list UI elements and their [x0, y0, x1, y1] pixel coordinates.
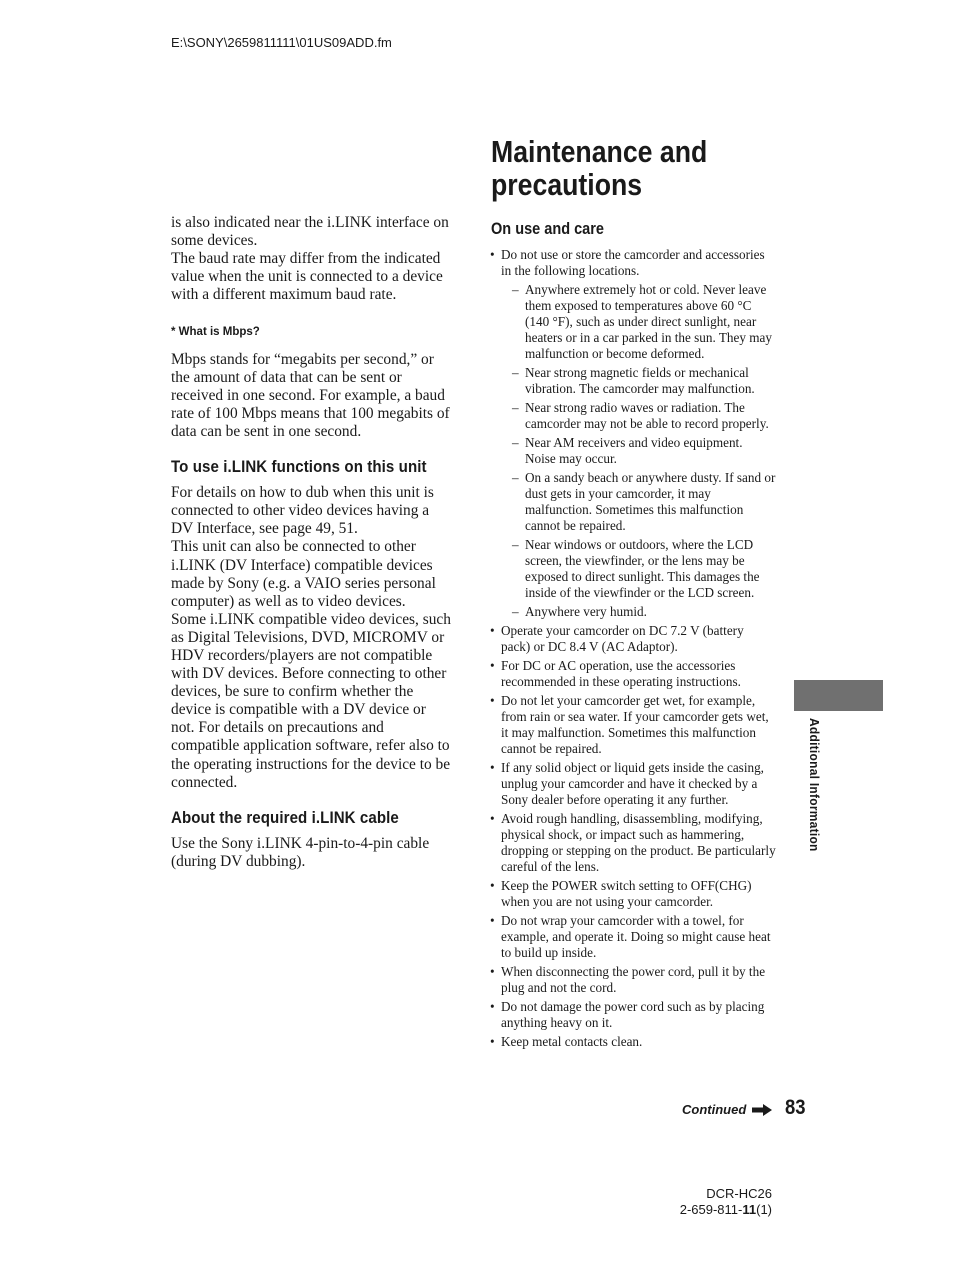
- list-item: • Do not let your camcorder get wet, for example, from rain or sea water. If your camcorder gets wet, it may malfunction. Sometimes this malfunction cannot be repaired.: [490, 693, 776, 757]
- paragraph: For details on how to dub when this unit is connected to other video devices having a DV Interface, see page 49, 51.: [171, 484, 434, 538]
- list-item-text: Do not use or store the camcorder and accessories in the following locations.: [501, 247, 765, 278]
- section-tab-label: [806, 718, 822, 868]
- page-number: 83: [785, 1096, 806, 1119]
- list-item: • When disconnecting the power cord, pull it by the plug and not the cord.: [490, 964, 776, 996]
- model-code-prefix: 2-659-811-: [679, 1202, 743, 1217]
- model-name: DCR-HC26: [706, 1186, 772, 1201]
- location-item: – Near AM receivers and video equipment. Noise may occur.: [501, 435, 776, 467]
- intro-line: The baud rate may differ from the indicated value when the unit is connected to a device with a different maximum baud rate.: [171, 250, 443, 304]
- note-text: Mbps stands for “megabits per second,” or the amount of data that can be sent or received in one second. For example, a baud rate of 100 Mbps means that 100 megabits of data can be sent in one second.: [171, 350, 450, 440]
- location-item: – Near strong magnetic fields or mechanical vibration. The camcorder may malfunction.: [501, 365, 776, 397]
- model-code: [600, 1202, 772, 1218]
- location-item: – Near strong radio waves or radiation. The camcorder may not be able to record properly.: [501, 400, 776, 432]
- section-tab-block: [794, 680, 883, 711]
- list-item: • Do not wrap your camcorder with a towel, for example, and operate it. Doing so might cause heat to build up inside.: [490, 913, 776, 961]
- section-heading-ilink-functions: To use i.LINK functions on this unit: [171, 458, 427, 477]
- file-path: E:\SONY\2659811111\01US09ADD.fm: [171, 35, 392, 50]
- list-item: • Avoid rough handling, disassembling, modifying, physical shock, or impact such as hammering, dropping or stepping on the product. Be particularly careful of the lens.: [490, 811, 776, 875]
- model-code-suffix: (1): [756, 1202, 772, 1217]
- paragraph: Some i.LINK compatible video devices, such as Digital Televisions, DVD, MICROMV or HDV recorders/players are not compatible with DV devices. Before connecting to other devices, be sure to confirm whether the device is compatible with a DV device or not. For details on precautions and compatible application software, refer also to the operating instructions for the device to be connected.: [171, 610, 451, 791]
- section-tab-text: Additional Information: [807, 718, 822, 852]
- list-item: • Operate your camcorder on DC 7.2 V (battery pack) or DC 8.4 V (AC Adaptor).: [490, 623, 776, 655]
- list-item: • Keep the POWER switch setting to OFF(CHG) when you are not using your camcorder.: [490, 878, 776, 910]
- model-info: [600, 1186, 772, 1218]
- list-item: • Do not damage the power cord such as by placing anything heavy on it.: [490, 999, 776, 1031]
- list-item: • For DC or AC operation, use the accessories recommended in these operating instructions.: [490, 658, 776, 690]
- paragraph: Use the Sony i.LINK 4-pin-to-4-pin cable (during DV dubbing).: [171, 834, 430, 870]
- location-item: – Anywhere extremely hot or cold. Never leave them exposed to temperatures above 60 °C (140 °F), such as under direct sunlight, near heaters or in a car parked in the sun. They may malfunction or become deformed.: [501, 282, 776, 362]
- list-item: • If any solid object or liquid gets inside the casing, unplug your camcorder and have it checked by a Sony dealer before operating it any further.: [490, 760, 776, 808]
- list-item: • Keep metal contacts clean.: [490, 1034, 776, 1050]
- locations-list: [501, 282, 776, 620]
- right-arrow-icon: [752, 1104, 772, 1116]
- location-item: – On a sandy beach or anywhere dusty. If sand or dust gets in your camcorder, it may malfunction. Sometimes this malfunction cannot be repaired.: [501, 470, 776, 534]
- section-heading-use-and-care: On use and care: [491, 220, 604, 238]
- model-code-bold: 11: [742, 1202, 757, 1217]
- note-heading: * What is Mbps?: [171, 326, 260, 339]
- left-column: [171, 214, 453, 871]
- list-item: [490, 247, 776, 620]
- care-list: [490, 247, 776, 1053]
- paragraph: This unit can also be connected to other i.LINK (DV Interface) compatible devices made by Sony (e.g. a VAIO series personal computer) as well as to video devices.: [171, 538, 436, 610]
- location-item: – Anywhere very humid.: [501, 604, 776, 620]
- intro-line: is also indicated near the i.LINK interface on some devices.: [171, 214, 449, 250]
- page-title: Maintenance and precautions: [491, 134, 708, 202]
- section-heading-ilink-cable: About the required i.LINK cable: [171, 808, 399, 827]
- continued-label: Continued: [682, 1102, 747, 1117]
- location-item: – Near windows or outdoors, where the LCD screen, the viewfinder, or the lens may be exposed to direct sunlight. This damages the inside of the viewfinder or the LCD screen.: [501, 537, 776, 601]
